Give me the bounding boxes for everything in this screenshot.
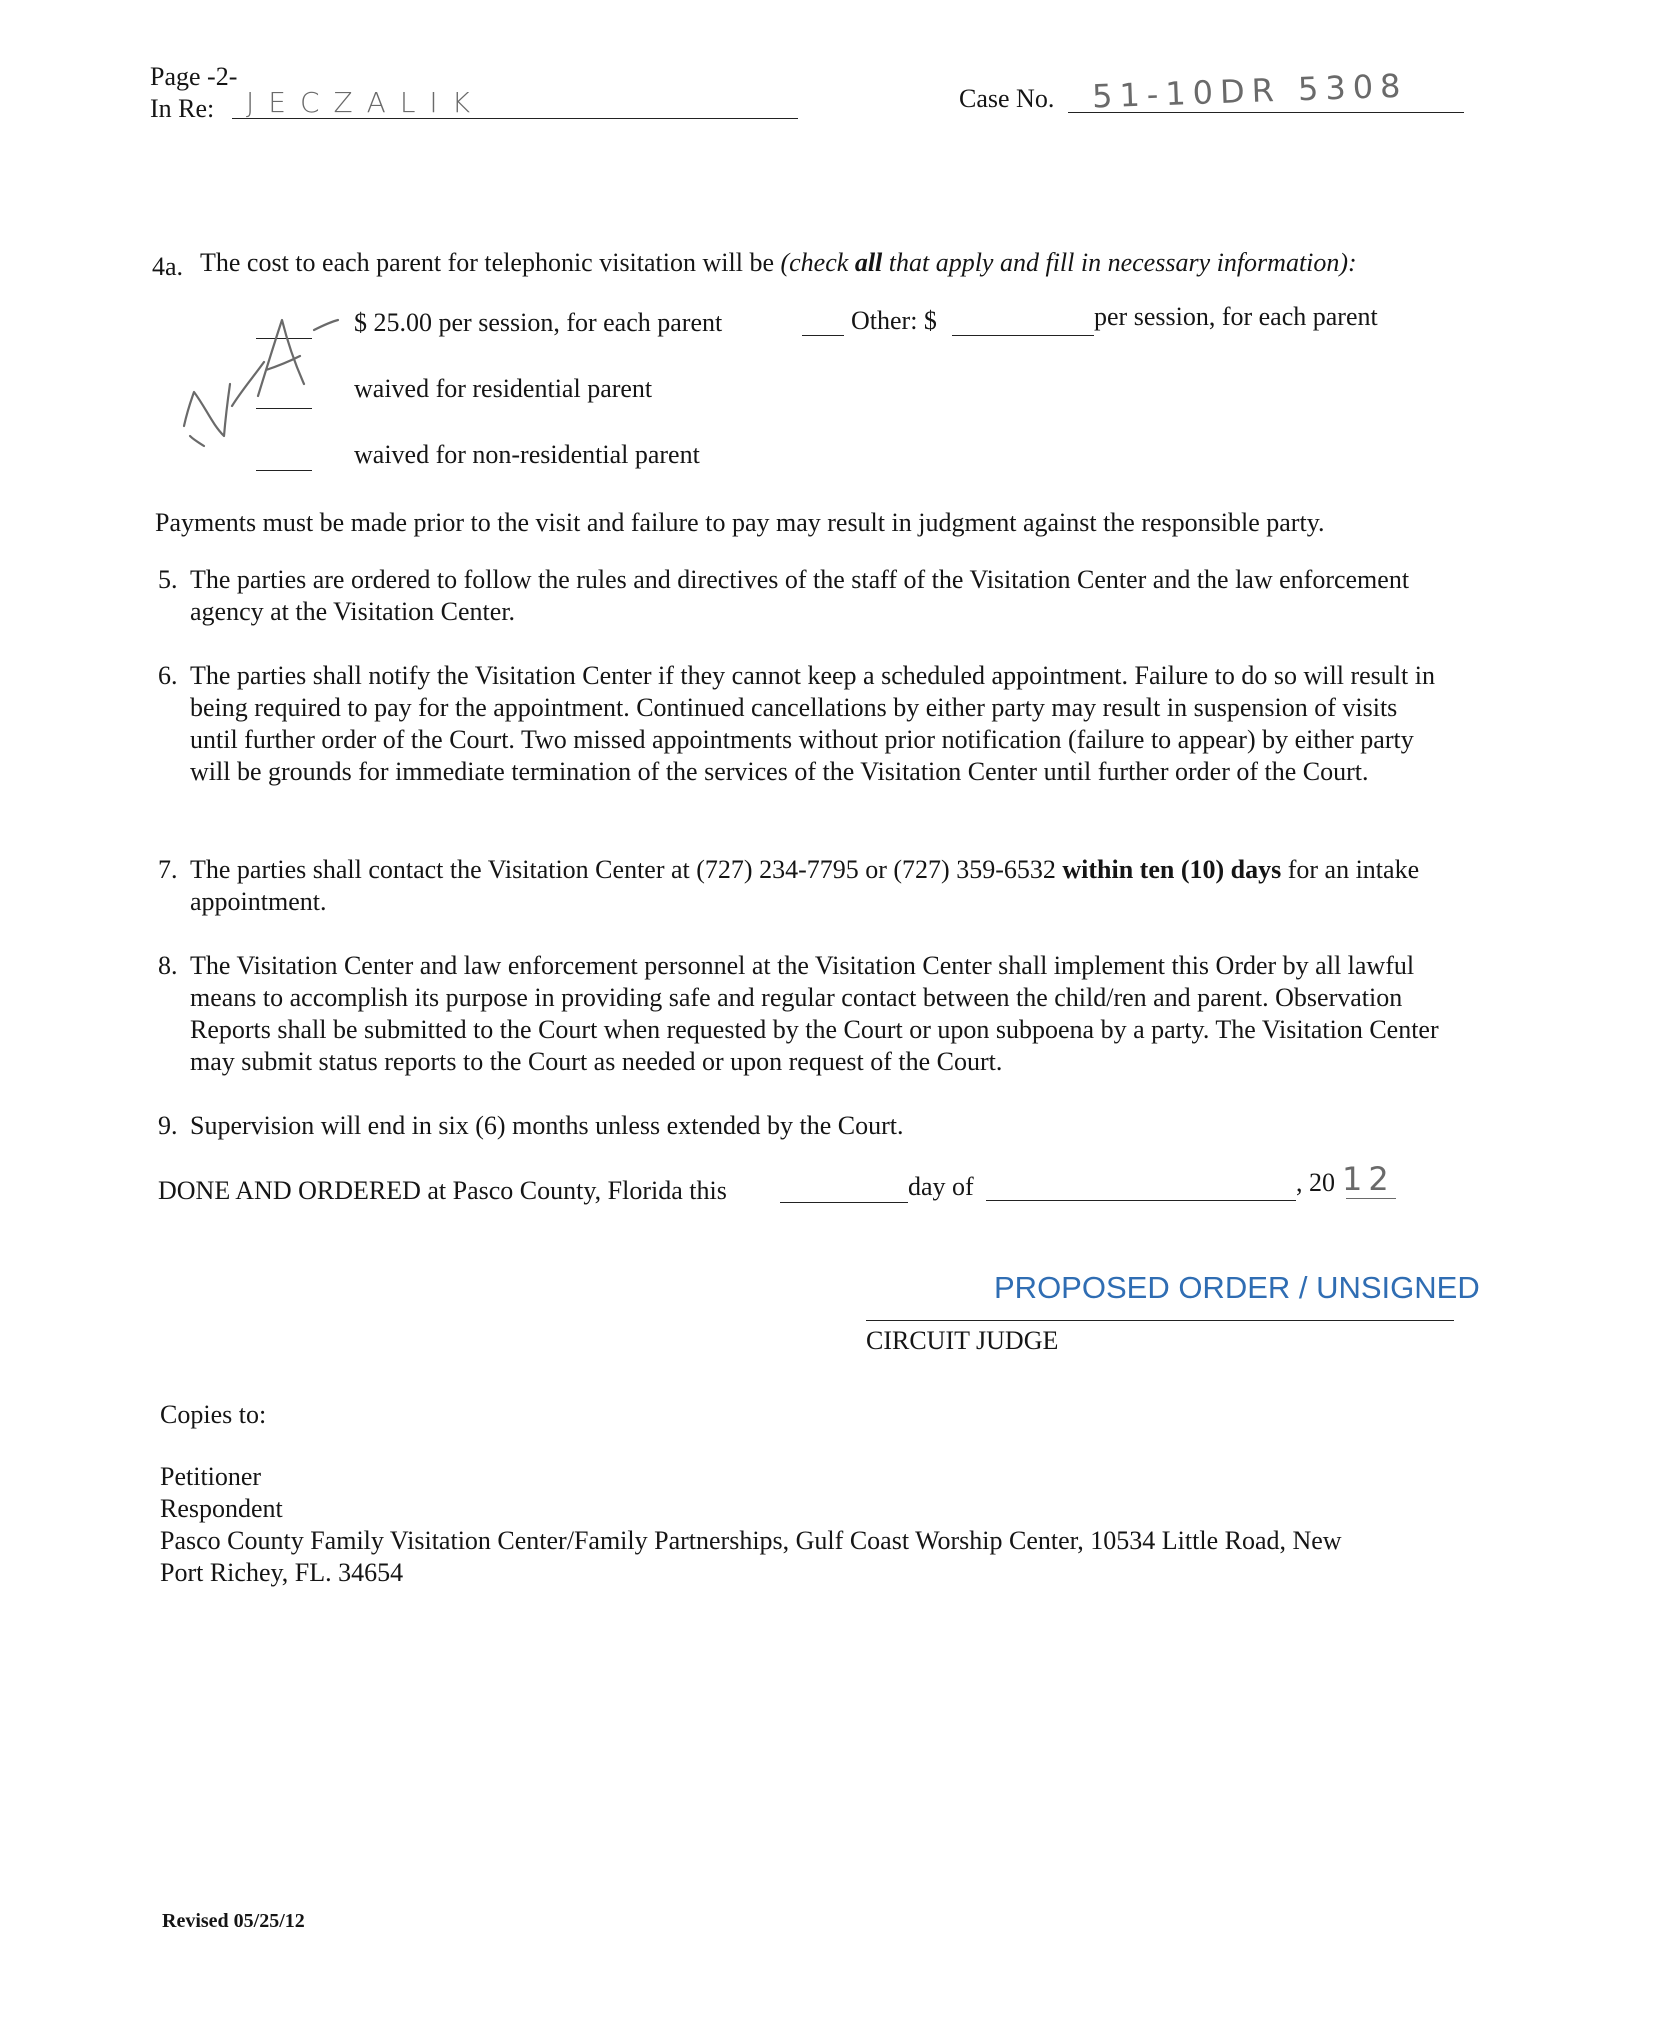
option-fee: $ 25.00 per session, for each parent (354, 308, 723, 337)
option-other-suffix: per session, for each parent (1094, 302, 1378, 331)
item-5 (158, 564, 1448, 634)
item-4a-instruction-all: all (854, 248, 883, 277)
item-7-text (190, 854, 1446, 918)
proposed-order-stamp: PROPOSED ORDER / UNSIGNED (994, 1270, 1480, 1305)
item-4a-number: 4a. (152, 252, 184, 281)
item-6 (158, 660, 1448, 828)
item-5-number: 5. (158, 565, 178, 594)
circuit-judge-label: CIRCUIT JUDGE (866, 1326, 1059, 1355)
item-9-number: 9. (158, 1111, 178, 1140)
item-4a-text (200, 248, 1357, 278)
item-4a-instruction-open: (check (780, 248, 855, 277)
in-re-label: In Re: (150, 94, 215, 123)
item-4a-instruction-close: that apply and fill in necessary information): (882, 248, 1357, 277)
item-6-text: The parties shall notify the Visitation Center if they cannot keep a scheduled appointment. Failure to do so will result in being required to pay for the appointment. Continued cancellations by either party may result in suspension of visits until further order of the Court. Two missed appointments without prior notification (failure to appear) by either party will be grounds for immediate termination of the services of the Visitation Center until further order of the Court. (190, 661, 1435, 786)
case-no-label: Case No. (959, 84, 1055, 113)
item-5-text: The parties are ordered to follow the rules and directives of the staff of the Visitation Center and the law enforcement agency at the Visitation Center. (190, 565, 1410, 626)
item-7-text-after: for an intake appointment. (190, 855, 1420, 916)
option-other-label: Other: $ (851, 306, 937, 335)
done-day-of: day of (908, 1172, 974, 1201)
item-9-text: Supervision will end in six (6) months unless extended by the Court. (190, 1111, 904, 1140)
case-no-value: 51-10DR 5308 (1091, 66, 1409, 116)
done-month-line[interactable] (986, 1200, 1296, 1201)
done-year-line (1346, 1198, 1396, 1199)
in-re-value: JECZALIK (246, 86, 485, 119)
copies-recipient-center: Pasco County Family Visitation Center/Family Partnerships, Gulf Coast Worship Center, 10534 Little Road, New (160, 1526, 1342, 1555)
item-8-text: The Visitation Center and law enforcement personnel at the Visitation Center shall implement this Order by all lawful means to accomplish its purpose in providing safe and regular contact between the child/ren and parent. Observation Reports shall be submitted to the Court when requested by the Court or upon subpoena by a party. The Visitation Center may submit status reports to the Court as needed or upon request of the Court. (190, 951, 1439, 1076)
item-9 (158, 1110, 1448, 1146)
item-7 (158, 854, 1448, 924)
done-day-line[interactable] (780, 1202, 908, 1203)
done-year-prefix: , 20 (1296, 1168, 1335, 1197)
judge-signature-line[interactable] (866, 1320, 1454, 1321)
copies-recipient-respondent: Respondent (160, 1494, 283, 1523)
done-year-handwritten: 12 (1342, 1160, 1395, 1198)
copies-label: Copies to: (160, 1400, 267, 1429)
page-label: Page -2- (150, 62, 238, 91)
item-4a-instruction (780, 248, 1356, 277)
item-8 (158, 950, 1448, 1084)
item-7-number: 7. (158, 855, 178, 884)
copies-recipient-center-address: Port Richey, FL. 34654 (160, 1558, 404, 1587)
item-8-number: 8. (158, 951, 178, 980)
item-6-number: 6. (158, 661, 178, 690)
option-waived-nonresidential: waived for non-residential parent (354, 440, 700, 469)
payment-note: Payments must be made prior to the visit and failure to pay may result in judgment against the responsible party. (155, 508, 1325, 537)
done-ordered-prefix: DONE AND ORDERED at Pasco County, Florida this (158, 1176, 727, 1205)
item-4a-lead: The cost to each parent for telephonic visitation will be (200, 248, 774, 277)
copies-recipient-petitioner: Petitioner (160, 1462, 262, 1491)
handwritten-na-mark (170, 300, 360, 470)
option-nonresidential-checkbox-line[interactable] (256, 470, 312, 471)
item-7-deadline: within ten (10) days (1062, 855, 1282, 884)
option-waived-residential: waived for residential parent (354, 374, 653, 403)
option-other-amount-line[interactable] (952, 335, 1094, 336)
revised-date: Revised 05/25/12 (162, 1910, 305, 1932)
item-7-text-before: The parties shall contact the Visitation Center at (727) 234-7795 or (727) 359-6532 (190, 855, 1063, 884)
option-other-checkbox-line[interactable] (802, 335, 844, 336)
